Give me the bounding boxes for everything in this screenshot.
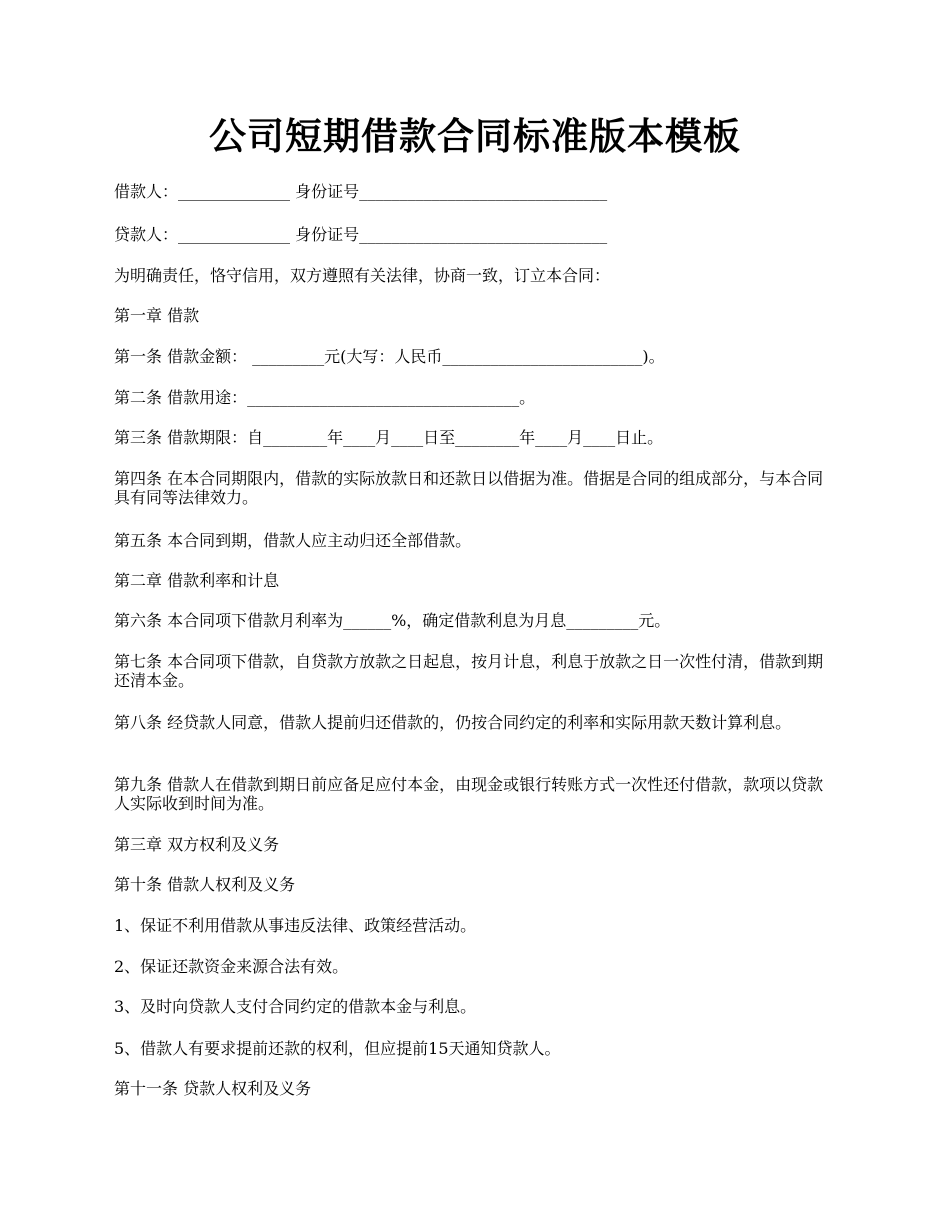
list-item-2: 2、保证还款资金来源合法有效。 [114, 957, 349, 976]
chapter-1-heading: 第一章 借款 [114, 306, 200, 325]
lender-line: 贷款人：______________ 身份证号_______________________________ [114, 225, 608, 244]
list-item-3: 3、及时向贷款人支付合同约定的借款本金与利息。 [114, 997, 477, 1016]
article-11: 第十一条 贷款人权利及义务 [114, 1079, 312, 1098]
article-9: 第九条 借款人在借款到期日前应备足应付本金，由现金或银行转账方式一次性还付借款，款项以贷款人实际收到时间为准。 [114, 775, 824, 813]
document-title: 公司短期借款合同标准版本模板 [209, 114, 741, 158]
article-4: 第四条 在本合同期限内，借款的实际放款日和还款日以借据为准。借据是合同的组成部分，与本合同具有同等法律效力。 [114, 469, 824, 507]
list-item-5: 5、借款人有要求提前还款的权利，但应提前15天通知贷款人。 [114, 1039, 561, 1058]
borrower-line: 借款人：______________ 身份证号_______________________________ [114, 182, 608, 201]
article-5: 第五条 本合同到期，借款人应主动归还全部借款。 [114, 531, 472, 550]
list-item-1: 1、保证不利用借款从事违反法律、政策经营活动。 [114, 916, 477, 935]
article-3: 第三条 借款期限：自________年____月____日至________年____月____日止。 [114, 428, 664, 447]
article-2: 第二条 借款用途：__________________________________。 [114, 388, 536, 407]
article-7: 第七条 本合同项下借款，自贷款方放款之日起息，按月计息，利息于放款之日一次性付清，借款到期还清本金。 [114, 652, 824, 690]
chapter-3-heading: 第三章 双方权利及义务 [114, 835, 280, 854]
article-1: 第一条 借款金额： _________元(大写：人民币_________________________)。 [114, 347, 665, 366]
article-10: 第十条 借款人权利及义务 [114, 875, 296, 894]
article-6: 第六条 本合同项下借款月利率为______%，确定借款利息为月息_________元。 [114, 611, 671, 630]
chapter-2-heading: 第二章 借款利率和计息 [114, 571, 280, 590]
article-8: 第八条 经贷款人同意，借款人提前归还借款的，仍按合同约定的利率和实际用款天数计算利息。 [114, 713, 792, 732]
preamble: 为明确责任，恪守信用，双方遵照有关法律，协商一致，订立本合同： [114, 266, 611, 285]
